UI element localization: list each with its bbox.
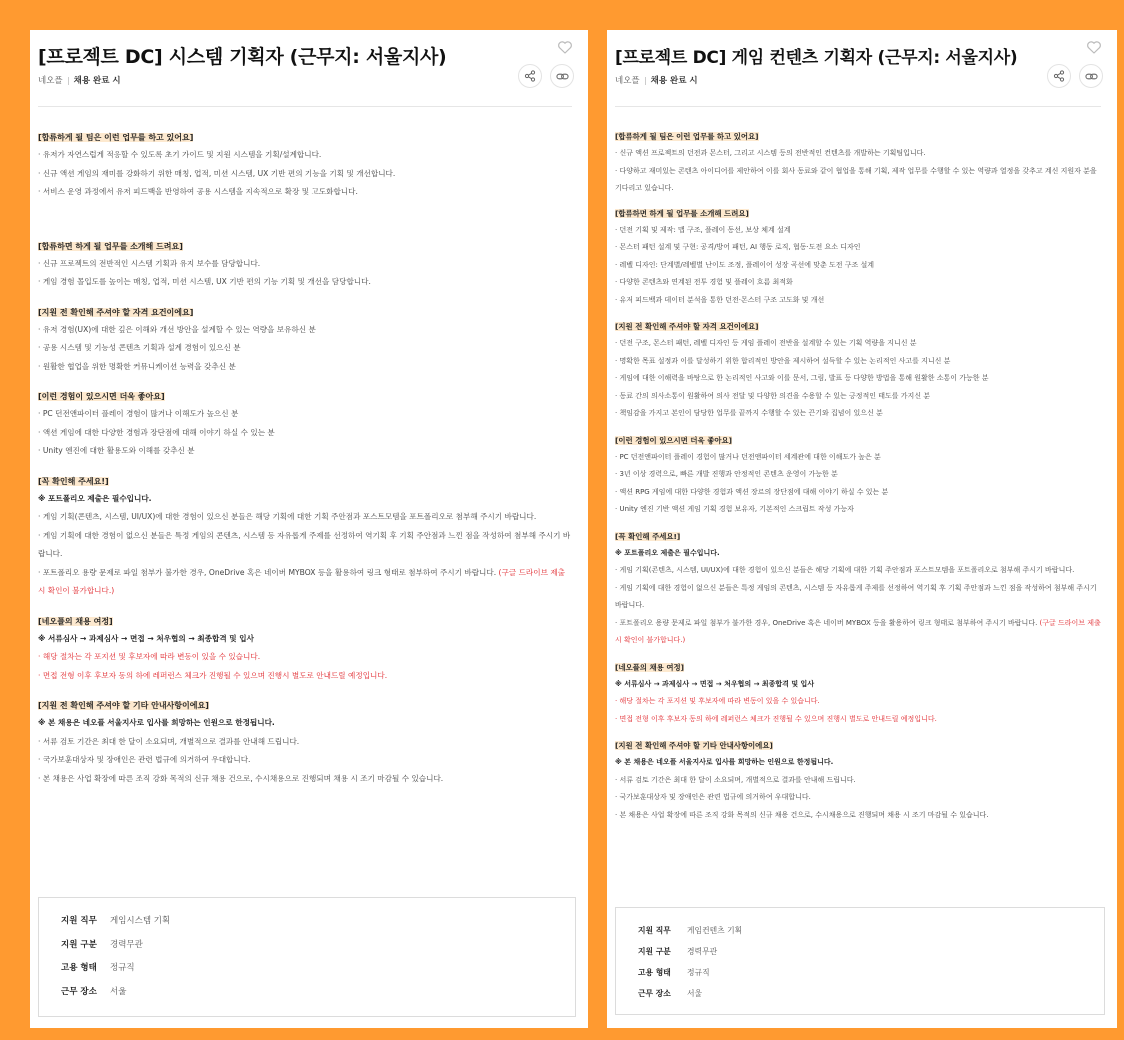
summary-key: 지원 구분 [61,939,97,950]
content-section [615,129,1101,198]
copy-link-button[interactable] [550,64,574,88]
list-item [615,239,1101,257]
list-item [615,693,1101,711]
section-title-text: [합류하면 하게 될 업무를 소개해 드려요] [615,208,749,218]
summary-row [61,910,575,934]
list-item [615,501,1101,519]
bullet-list [615,754,1101,824]
content-section [38,129,572,202]
list-item [615,466,1101,484]
list-item [38,648,572,667]
summary-row [638,983,1104,1004]
bullet-list [615,222,1101,310]
list-item [615,545,1101,563]
list-item [615,449,1101,467]
list-item [615,405,1101,423]
summary-key: 지원 직무 [61,916,97,926]
section-title [38,238,572,255]
posting-meta [615,74,698,86]
list-item [38,273,572,292]
section-title [615,319,1101,335]
list-item [615,292,1101,310]
list-item [38,339,572,358]
divider [645,77,646,85]
list-item [615,388,1101,406]
list-item [615,807,1101,825]
list-item-text: · 서류 검토 기간은 최대 한 달이 소요되며, 개별적으로 결과를 안내해 드립니다. [615,775,856,784]
list-item [38,564,572,601]
section-title [615,660,1101,676]
section-title [615,433,1101,449]
section-title [38,304,572,321]
section-title [615,129,1101,145]
link-icon [1085,70,1098,83]
section-title [38,388,572,405]
deadline-label: 채용 완료 시 [73,76,121,86]
list-item-text: ※ 서류심사 → 과제심사 → 면접 → 처우협의 → 최종합격 및 입사 [615,679,815,688]
posting-body [38,107,572,788]
section-title-text: [이런 경험이 있으시면 더욱 좋아요] [615,435,732,445]
summary-key: 근무 장소 [61,986,97,997]
list-item [38,733,572,752]
bullet-list [38,630,572,686]
posting-header [615,30,1101,107]
list-item [38,667,572,686]
list-item-text: · 게임에 대한 이해력을 바탕으로 한 논리적인 사고와 이를 문서, 그림, 발표 등 다양한 방법을 통해 원활한 소통이 가능한 분 [615,374,989,382]
list-item-text: · 면접 전형 이후 후보자 동의 하에 레퍼런스 체크가 진행될 수 있으며 진행시 별도로 안내드릴 예정입니다. [38,670,388,680]
heart-outline-icon[interactable] [1085,38,1103,56]
list-item-text: ※ 서류심사 → 과제심사 → 면접 → 처우협의 → 최종합격 및 입사 [38,633,254,643]
content-section [38,473,572,601]
section-title-text: [합류하게 될 팀은 이런 업무를 하고 있어요] [615,132,759,141]
list-item [615,222,1101,240]
list-item-text: · 포트폴리오 용량 문제로 파일 첨부가 불가한 경우, OneDrive 혹은 네이버 MYBOX 등을 활용하여 링크 형태로 첨부하여 주시기 바랍니다. [38,567,497,577]
section-title [38,473,572,490]
list-item [615,772,1101,790]
section-title-text: [지원 전 확인해 주셔야 할 자격 요건이에요] [615,322,759,331]
list-item [615,274,1101,292]
list-item-text: · 명확한 목표 설정과 이를 달성하기 위한 합리적인 방안을 제시하여 설득할 수 있는 논리적인 사고를 지니신 분 [615,356,951,365]
list-item [615,335,1101,353]
list-item [38,714,572,733]
list-item [38,424,572,443]
list-item [38,183,572,202]
section-title [38,129,572,146]
section-title-text: [이런 경험이 있으시면 더욱 좋아요] [38,392,165,401]
posting-body [615,107,1101,824]
list-item-text: ※ 포트폴리오 제출은 필수입니다. [615,548,720,557]
list-item-text: · 3년 이상 경력으로, 빠른 개발 진행과 안정적인 콘텐츠 운영이 가능한 분 [615,470,838,478]
list-item [38,630,572,649]
section-title [615,738,1101,754]
content-section [615,738,1101,824]
list-item [615,145,1101,163]
list-item [38,405,572,424]
content-section [615,433,1101,519]
company-name: 네오플 [615,76,640,86]
list-item-text: · 게임 기획에 대한 경험이 없으신 분들은 특정 게임의 콘텐츠, 시스템 등 자유롭게 주제를 선정하여 역기획 후 기획 주안점과 느낀 점을 작성하여 첨부해 주시기 바랍니다. [38,530,571,558]
list-item-text: · 다양한 콘텐츠와 연계된 전투 경험 및 플레이 흐름 최적화 [615,278,793,286]
list-item [38,490,572,509]
company-name: 네오플 [38,76,63,86]
list-item-text: ※ 본 채용은 네오플 서울지사로 입사를 희망하는 인원으로 한정됩니다. [615,758,834,766]
list-item [615,353,1101,371]
list-item [38,770,572,789]
share-icon [1053,70,1065,82]
content-section [38,304,572,377]
summary-value: 정규직 [110,963,135,973]
summary-value: 경력무관 [110,939,143,950]
bullet-list [38,405,572,461]
job-summary-box [615,907,1105,1015]
list-item [38,751,572,770]
list-item-text: · Unity 엔진 기반 액션 게임 기획 경험 보유자, 기본적인 스크립트 작성 가능자 [615,505,854,513]
list-item-text: · 다양하고 재미있는 콘텐츠 아이디어를 제안하여 이를 회사 동료와 같이 협업을 통해 기획, 제작 업무를 수행할 수 있는 역량과 열정을 갖추고 계신 지원자 분을 기다리고 있습니다. [615,166,1097,192]
list-item-text: · 던전 구조, 몬스터 패턴, 레벨 디자인 등 게임 플레이 전반을 설계할 수 있는 기획 역량을 지니신 분 [615,339,917,347]
list-item-text: · PC 던전앤파이터 플레이 경험이 많거나 이해도가 높으신 분 [38,409,239,418]
list-item-text: · 동료 간의 의사소통이 원활하여 의사 전달 및 다양한 의견을 수용할 수 있는 긍정적인 태도를 가지신 분 [615,391,931,400]
list-item-text: · PC 던전앤파이터 플레이 경험이 많거나 던전앤파이터 세계관에 대한 이해도가 높은 분 [615,452,881,461]
section-title-text: [지원 전 확인해 주셔야 할 자격 요건이에요] [38,307,194,317]
summary-value: 경력무관 [687,947,718,956]
list-item [615,257,1101,275]
section-title-text: [네오플의 채용 여정] [615,662,685,672]
list-item [615,562,1101,580]
section-title-text: [꼭 확인해 주세요!] [615,531,681,541]
divider [68,77,69,85]
summary-key: 고용 형태 [61,963,97,973]
list-item [38,358,572,377]
section-title-text: [합류하게 될 팀은 이런 업무를 하고 있어요] [38,133,194,142]
list-item [615,754,1101,772]
list-item-text: · 신규 프로젝트의 전반적인 시스템 기획과 유지 보수를 담당합니다. [38,258,261,268]
page-title: [프로젝트 DC] 게임 컨텐츠 기획자 (근무지: 서울지사) [615,48,1018,68]
summary-row [638,962,1104,983]
deadline-label: 채용 완료 시 [650,76,698,86]
list-item-text: · 본 채용은 사업 확장에 따른 조직 강화 목적의 신규 채용 건으로, 수시채용으로 진행되며 채용 시 조기 마감될 수 있습니다. [38,773,444,783]
content-section [38,388,572,461]
summary-row [638,920,1104,941]
list-item [615,163,1101,198]
posting-header [38,30,572,107]
list-item-text: · 해당 절차는 각 포지션 및 후보자에 따라 변동이 있을 수 있습니다. [615,697,820,705]
posting-meta [38,74,121,86]
list-item [615,484,1101,502]
bullet-list [38,321,572,377]
summary-key: 지원 직무 [638,926,671,935]
bullet-list [38,255,572,292]
summary-row [61,934,575,958]
list-item-text: · 던전 기획 및 제작: 맵 구조, 플레이 동선, 보상 체계 설계 [615,225,791,234]
summary-value: 서울 [110,986,127,997]
list-item-text: ※ 본 채용은 네오플 서울지사로 입사를 희망하는 인원으로 한정됩니다. [38,718,275,727]
list-item-text: · 국가보훈대상자 및 장애인은 관련 법규에 의거하여 우대합니다. [615,793,811,801]
share-button[interactable] [1047,64,1071,88]
list-item-text: · 유저 경험(UX)에 대한 깊은 이해와 개선 방안을 설계할 수 있는 역량을 보유하신 분 [38,324,316,334]
list-item-text: ※ 포트폴리오 제출은 필수입니다. [38,493,152,503]
list-item-text: · 게임 기획(콘텐츠, 시스템, UI/UX)에 대한 경험이 있으신 분들은 해당 기획에 대한 기획 주안점과 포스트모템을 포트폴리오로 첨부해 주시기 바랍니다. [615,566,1075,574]
section-title [38,697,572,714]
list-item-text: · 책임감을 가지고 본인이 담당한 업무를 끝까지 수행할 수 있는 끈기와 집념이 있으신 분 [615,409,883,417]
list-item-text: · 포트폴리오 용량 문제로 파일 첨부가 불가한 경우, OneDrive 혹은 네이버 MYBOX 등을 활용하여 링크 형태로 첨부하여 주시기 바랍니다. [615,618,1038,627]
share-button[interactable] [518,64,542,88]
content-section [38,613,572,686]
bullet-list [38,146,572,202]
content-section [615,529,1101,650]
list-item-text: · 레벨 디자인: 단계별/레벨별 난이도 조정, 플레이어 성장 곡선에 맞춘 도전 구조 설계 [615,260,875,269]
content-section [38,238,572,292]
list-item [615,676,1101,694]
list-item [38,165,572,184]
summary-row [638,941,1104,962]
heart-outline-icon[interactable] [556,38,574,56]
list-item-text: · 액션 RPG 게임에 대한 다양한 경험과 액션 장르의 장단점에 대해 이야기 하실 수 있는 분 [615,487,889,496]
content-section [615,206,1101,310]
job-posting-panel-right [607,30,1117,1028]
summary-value: 게임시스템 기획 [110,916,171,926]
list-item-text: · 국가보훈대상자 및 장애인은 관련 법규에 의거하여 우대합니다. [38,755,251,764]
list-item [38,146,572,165]
section-title [38,613,572,630]
bullet-list [615,145,1101,198]
list-item-text: · 게임 기획(콘텐츠, 시스템, UI/UX)에 대한 경험이 있으신 분들은 해당 기획에 대한 기획 주안점과 포스트모템을 포트폴리오로 첨부해 주시기 바랍니다. [38,512,537,521]
list-item [615,789,1101,807]
list-item-text: · 게임 경험 몰입도를 높이는 매칭, 업적, 미션 시스템, UX 기반 편의 기능 기획 및 개선을 담당합니다. [38,277,371,286]
list-item-text: · 해당 절차는 각 포지션 및 후보자에 따라 변동이 있을 수 있습니다. [38,652,261,661]
list-item [38,508,572,527]
bullet-list [615,449,1101,519]
list-item-text: · 본 채용은 사업 확장에 따른 조직 강화 목적의 신규 채용 건으로, 수시채용으로 진행되며 채용 시 조기 마감될 수 있습니다. [615,810,989,819]
share-icon [524,70,536,82]
copy-link-button[interactable] [1079,64,1103,88]
list-item [38,527,572,564]
summary-value: 정규직 [687,968,710,977]
notice-text: (구글 드라이브 제출 시 확인이 불가합니다.) [38,567,566,595]
bullet-list [38,714,572,788]
list-item-text: · 유저 피드백과 데이터 분석을 통한 던전·몬스터 구조 고도화 및 개선 [615,295,825,304]
summary-key: 근무 장소 [638,989,671,998]
link-icon [556,70,569,83]
list-item [615,711,1101,729]
list-item [615,615,1101,650]
list-item-text: · 게임 기획에 대한 경험이 없으신 분들은 특정 게임의 콘텐츠, 시스템 등 자유롭게 주제를 선정하여 역기획 후 기획 주안점과 느낀 점을 작성하여 첨부해 주시기 바랍니다. [615,583,1097,609]
list-item-text: · 액션 게임에 대한 다양한 경험과 장단점에 대해 이야기 하실 수 있는 분 [38,427,275,437]
summary-value: 게임컨텐츠 기획 [687,926,743,935]
section-title-text: [합류하면 하게 될 업무를 소개해 드려요] [38,241,183,251]
summary-key: 지원 구분 [638,947,671,956]
list-item [615,370,1101,388]
list-item-text: · 원활한 협업을 위한 명확한 커뮤니케이션 능력을 갖추신 분 [38,361,236,371]
bullet-list [615,676,1101,729]
content-section [615,660,1101,729]
summary-row [61,981,575,1005]
list-item [38,442,572,461]
list-item-text: · 서비스 운영 과정에서 유저 피드백을 반영하여 공용 시스템을 지속적으로 확장 및 고도화합니다. [38,187,358,196]
list-item-text: · 신규 액션 게임의 재미를 강화하기 위한 매칭, 업적, 미션 시스템, UX 기반 편의 기능을 기획 및 개선합니다. [38,168,396,178]
list-item-text: · 공용 시스템 및 기능성 콘텐츠 기획과 설계 경험이 있으신 분 [38,343,241,352]
list-item-text: · 유저가 자연스럽게 적응할 수 있도록 초기 가이드 및 지원 시스템을 기획/설계합니다. [38,150,322,159]
summary-key: 고용 형태 [638,968,671,977]
list-item [38,321,572,340]
section-title [615,529,1101,545]
bullet-list [38,490,572,601]
summary-row [61,957,575,981]
section-title-text: [꼭 확인해 주세요!] [38,476,109,486]
job-summary-box [38,897,576,1017]
list-item [38,255,572,274]
job-posting-panel-left [30,30,588,1028]
list-item-text: · 서류 검토 기간은 최대 한 달이 소요되며, 개별적으로 결과를 안내해 드립니다. [38,736,300,746]
section-title-text: [지원 전 확인해 주셔야 할 기타 안내사항이에요] [615,741,773,750]
list-item-text: · Unity 엔진에 대한 활용도와 이해를 갖추신 분 [38,446,195,455]
summary-value: 서울 [687,989,703,998]
list-item-text: · 신규 액션 프로젝트의 던전과 몬스터, 그리고 시스템 등의 전반적인 컨텐츠를 개발하는 기획팀입니다. [615,149,926,157]
notice-text: (구글 드라이브 제출 시 확인이 불가합니다.) [615,618,1101,644]
bullet-list [615,545,1101,650]
content-section [615,319,1101,423]
section-title-text: [네오플의 채용 여정] [38,616,113,626]
list-item-text: · 몬스터 패턴 설계 및 구현: 공격/방어 패턴, AI 행동 로직, 협동·도전 요소 디자인 [615,243,861,251]
list-item [615,580,1101,615]
content-section [38,697,572,788]
section-title-text: [지원 전 확인해 주셔야 할 기타 안내사항이에요] [38,701,209,710]
page-title: [프로젝트 DC] 시스템 기획자 (근무지: 서울지사) [38,46,447,68]
section-title [615,206,1101,222]
bullet-list [615,335,1101,423]
list-item-text: · 면접 전형 이후 후보자 동의 하에 레퍼런스 체크가 진행될 수 있으며 진행시 별도로 안내드릴 예정입니다. [615,714,937,723]
